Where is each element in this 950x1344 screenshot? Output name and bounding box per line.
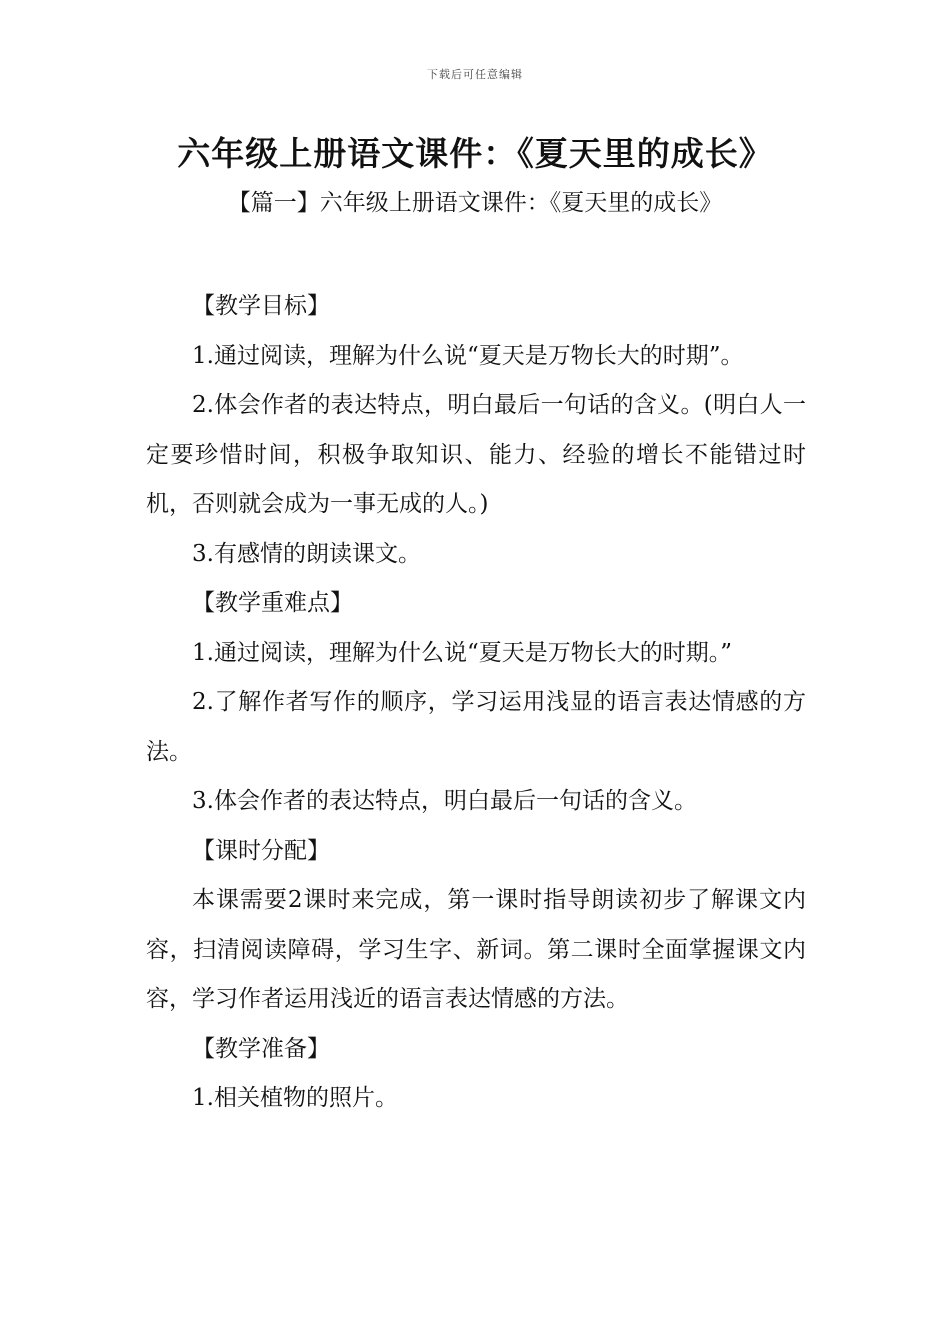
section-heading-key-points: 【教学重难点】 bbox=[192, 590, 353, 616]
document-title: 六年级上册语文课件：《夏天里的成长》 bbox=[177, 134, 773, 173]
section-heading-preparation: 【教学准备】 bbox=[192, 1035, 330, 1062]
goal-item: 3.有感情的朗读课文。 bbox=[192, 540, 421, 567]
key-point-item: 3.体会作者的表达特点，明白最后一句话的含义。 bbox=[192, 788, 697, 814]
schedule-text: 本课需要2课时来完成，第一课时指导朗读初步了解课文内容，扫清阅读障碍，学习生字、新词。第二课时全面掌握课文内容，学习作者运用浅近的语言表达情感的方法。 bbox=[146, 887, 806, 1012]
key-point-item: 1.通过阅读，理解为什么说“夏天是万物长大的时期。” bbox=[192, 639, 732, 666]
goal-item: 2.体会作者的表达特点，明白最后一句话的含义。(明白人一定要珍惜时间，积极争取知识、能力、经验的增长不能错过时机，否则就会成为一事无成的人。) bbox=[146, 392, 806, 517]
section-heading-goals: 【教学目标】 bbox=[192, 293, 330, 319]
goal-item: 1.通过阅读，理解为什么说“夏天是万物长大的时期”。 bbox=[192, 342, 744, 369]
document-subtitle: 【篇一】六年级上册语文课件：《夏天里的成长》 bbox=[227, 190, 723, 216]
header-note: 下载后可任意编辑 bbox=[427, 68, 523, 81]
key-point-item: 2.了解作者写作的顺序，学习运用浅显的语言表达情感的方法。 bbox=[146, 689, 806, 765]
section-heading-schedule: 【课时分配】 bbox=[192, 837, 330, 864]
document-body bbox=[146, 282, 806, 1124]
preparation-item: 1.相关植物的照片。 bbox=[192, 1085, 398, 1111]
